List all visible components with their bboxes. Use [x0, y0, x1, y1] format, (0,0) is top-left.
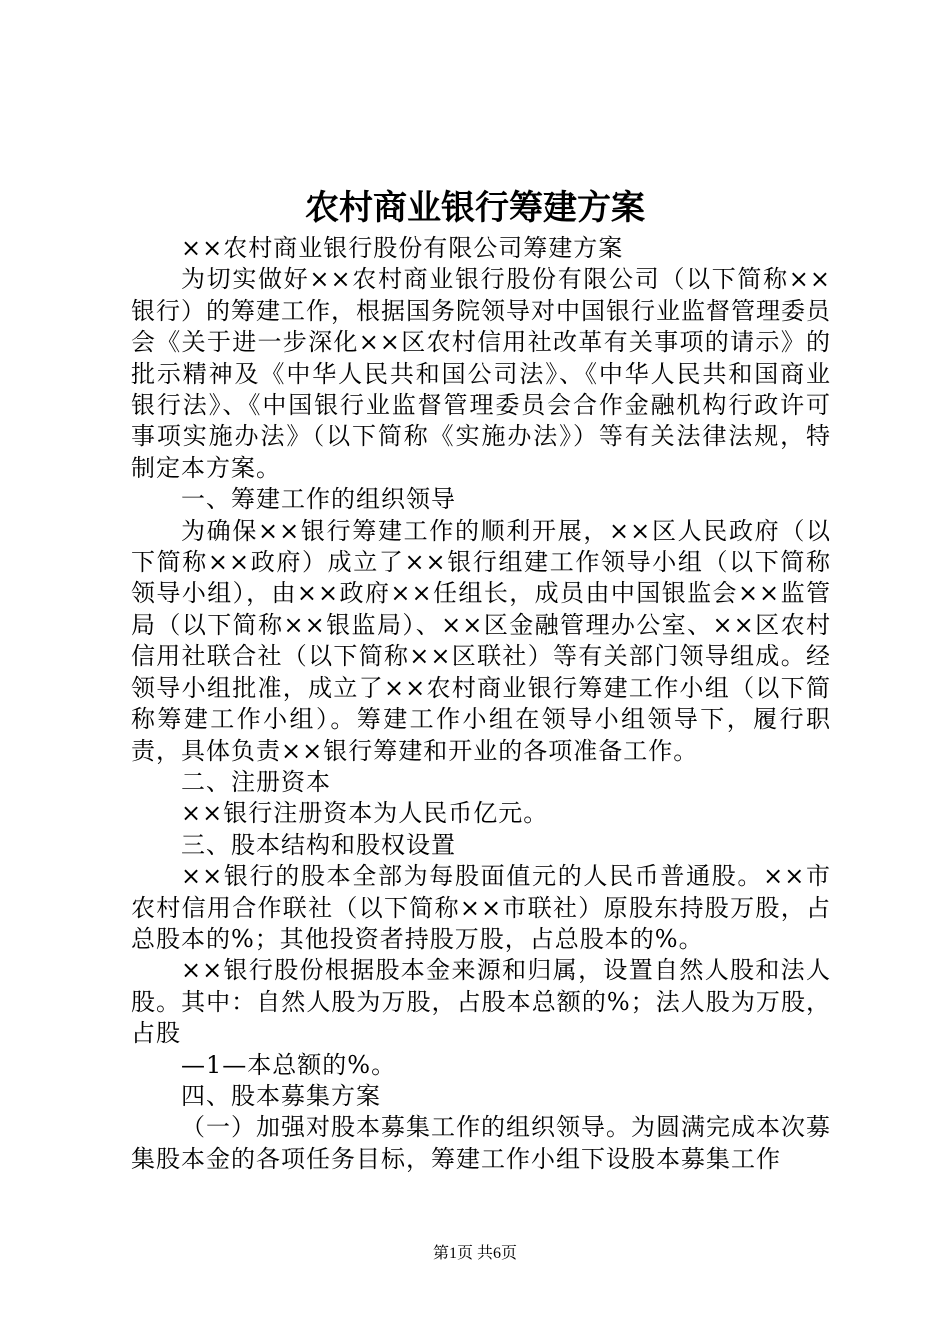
section-3-paragraph-2: ××银行股份根据股本金来源和归属，设置自然人股和法人股。其中：自然人股为万股，占股本总额的%；法人股为万股，占股 [131, 956, 831, 1048]
document-title: 农村商业银行筹建方案 [305, 188, 645, 228]
intro-paragraph: 为切实做好××农村商业银行股份有限公司（以下简称××银行）的筹建工作，根据国务院领导对中国银行业监督管理委员会《关于进一步深化××区农村信用社改革有关事项的请示》的批示精神及《中华人民共和国公司法》、《中华人民共和国商业银行法》、《中国银行业监督管理委员会合作金融机构行政许可事项实施办法》（以下简称《实施办法》）等有关法律法规，特制定本方案。 [131, 265, 831, 482]
section-3-paragraph-continuation: —1—本总额的%。 [181, 1050, 397, 1079]
section-4-paragraph-1: （一）加强对股本募集工作的组织领导。为圆满完成本次募集股本金的各项任务目标，筹建工作小组下设股本募集工作 [131, 1113, 831, 1173]
section-2-paragraph: ××银行注册资本为人民币亿元。 [181, 799, 549, 828]
section-heading-2: 二、注册资本 [181, 767, 331, 796]
page-footer: 第1页 共6页 [432, 1245, 517, 1262]
section-1-paragraph: 为确保××银行筹建工作的顺利开展，××区人民政府（以下简称××政府）成立了××银行组建工作领导小组（以下简称领导小组），由××政府××任组长，成员由中国银监会××监管局（以下简称××银监局）、××区金融管理办公室、××区农村信用社联合社（以下简称××区联社）等有关部门领导组成。经领导小组批准，成立了××农村商业银行筹建工作小组（以下简称筹建工作小组）。筹建工作小组在领导小组领导下，履行职责，具体负责××银行筹建和开业的各项准备工作。 [131, 516, 831, 765]
document-body [131, 233, 831, 1175]
section-3-paragraph-1: ××银行的股本全部为每股面值元的人民币普通股。××市农村信用合作联社（以下简称××市联社）原股东持股万股，占总股本的%；其他投资者持股万股，占总股本的%。 [131, 862, 831, 953]
section-heading-1: 一、筹建工作的组织领导 [181, 485, 456, 514]
section-heading-4: 四、股本募集方案 [181, 1081, 381, 1110]
document-subtitle: ××农村商业银行股份有限公司筹建方案 [181, 234, 624, 262]
section-heading-3: 三、股本结构和股权设置 [181, 830, 456, 859]
